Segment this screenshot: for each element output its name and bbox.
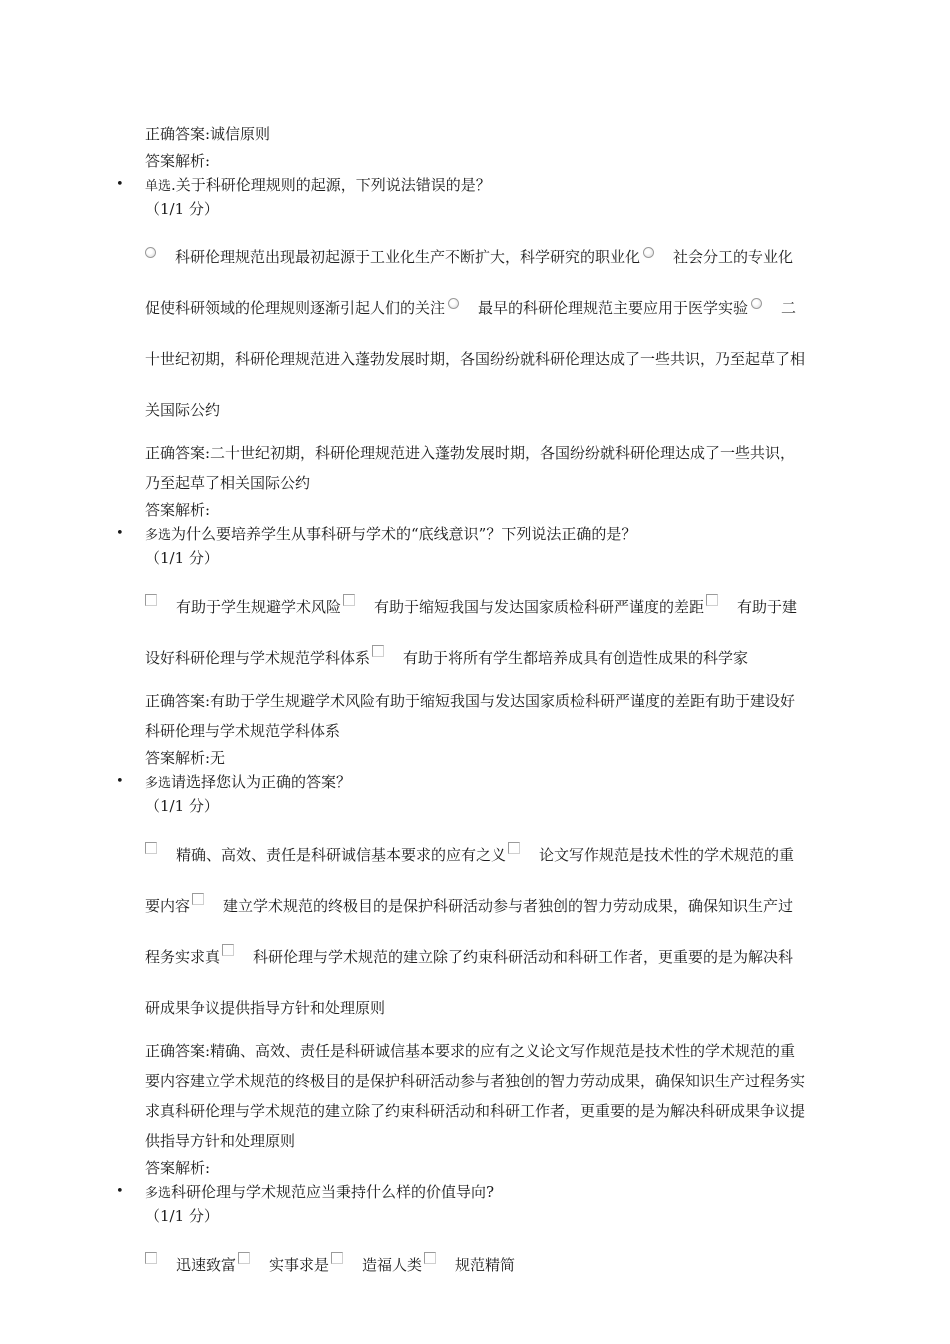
question-title	[145, 522, 807, 546]
checkbox[interactable]	[145, 594, 157, 606]
option-label: 社会分工的专业化促使科研领域的伦理规则逐渐引起人们的关注	[145, 248, 794, 317]
question-text: 科研伦理与学术规范应当秉持什么样的价值导向?	[171, 1183, 495, 1201]
option-label: 论文写作规范是技术性的学术规范的重要内容	[145, 846, 795, 915]
checkbox[interactable]	[706, 594, 718, 606]
checkbox[interactable]	[331, 1252, 343, 1264]
option-label: 科研伦理规范出现最初起源于工业化生产不断扩大，科学研究的职业化	[175, 248, 641, 266]
option-label: 迅速致富	[176, 1256, 237, 1274]
option-label: 有助于学生规避学术风险	[176, 598, 342, 616]
option-label: 最早的科研伦理规范主要应用于医学实验	[478, 299, 749, 317]
question-score: （1/1 分）	[145, 549, 219, 567]
question-title	[145, 173, 807, 197]
checkbox[interactable]	[145, 842, 157, 854]
options	[145, 582, 807, 684]
option-label: 科研伦理与学术规范的建立除了约束科研活动和科研工作者，更重要的是为解决科研成果争议提供指导方针和处理原则	[145, 948, 794, 1017]
options	[145, 232, 807, 436]
prev-answer-analysis: 答案解析:	[145, 152, 211, 170]
question-1	[116, 173, 807, 522]
checkbox[interactable]	[372, 645, 384, 657]
question-title	[145, 1180, 807, 1204]
options	[145, 1240, 807, 1291]
checkbox[interactable]	[192, 893, 204, 905]
question-text: 为什么要培养学生从事科研与学术的“底线意识”？下列说法正确的是？	[171, 525, 637, 543]
radio-button[interactable]	[751, 298, 762, 309]
question-type: 单选	[145, 179, 172, 194]
bullet-icon: •	[116, 177, 124, 192]
bullet-icon: •	[116, 774, 124, 789]
question-score: （1/1 分）	[145, 797, 219, 815]
checkbox[interactable]	[238, 1252, 250, 1264]
question-score: （1/1 分）	[145, 1207, 219, 1225]
option-label: 有助于建设好科研伦理与学术规范学科体系	[145, 598, 798, 667]
question-type: 多选	[145, 528, 172, 543]
question-text: 请选择您认为正确的答案？	[171, 773, 352, 791]
bullet-icon: •	[116, 526, 124, 541]
option-label: 造福人类	[362, 1256, 423, 1274]
prev-correct-answer: 正确答案:诚信原则	[145, 125, 271, 143]
question-3	[116, 770, 807, 1180]
question-4	[116, 1180, 807, 1291]
question-type: 多选	[145, 1186, 172, 1201]
radio-button[interactable]	[145, 247, 156, 258]
radio-button[interactable]	[643, 247, 654, 258]
checkbox[interactable]	[343, 594, 355, 606]
question-title	[145, 770, 807, 794]
option-label: 二十世纪初期，科研伦理规范进入蓬勃发展时期，各国纷纷就科研伦理达成了一些共识，乃至起草了相关国际公约	[145, 299, 806, 419]
correct-answer: 正确答案:二十世纪初期，科研伦理规范进入蓬勃发展时期，各国纷纷就科研伦理达成了一些共识，乃至起草了相关国际公约	[145, 444, 796, 492]
checkbox[interactable]	[508, 842, 520, 854]
answer-analysis: 答案解析:	[145, 1159, 211, 1177]
checkbox[interactable]	[222, 944, 234, 956]
options	[145, 830, 807, 1034]
radio-button[interactable]	[448, 298, 459, 309]
correct-answer: 正确答案:有助于学生规避学术风险有助于缩短我国与发达国家质检科研严谨度的差距有助于建设好科研伦理与学术规范学科体系	[145, 692, 796, 740]
option-label: 规范精简	[455, 1256, 516, 1274]
question-text: .关于科研伦理规则的起源，下列说法错误的是？	[171, 176, 491, 194]
answer-analysis: 答案解析:	[145, 501, 211, 519]
quiz-content	[116, 122, 807, 1291]
correct-answer: 正确答案:精确、高效、责任是科研诚信基本要求的应有之义论文写作规范是技术性的学术规范的重要内容建立学术规范的终极目的是保护科研活动参与者独创的智力劳动成果，确保知识生产过程务实求真科研伦理与学术规范的建立除了约束科研活动和科研工作者，更重要的是为解决科研成果争议提供指导方针和处理原则	[145, 1042, 806, 1150]
option-label: 有助于缩短我国与发达国家质检科研严谨度的差距	[374, 598, 705, 616]
checkbox[interactable]	[145, 1252, 157, 1264]
option-label: 实事求是	[269, 1256, 330, 1274]
option-label: 精确、高效、责任是科研诚信基本要求的应有之义	[176, 846, 507, 864]
question-2	[116, 522, 807, 770]
bullet-icon: •	[116, 1184, 124, 1199]
question-score: （1/1 分）	[145, 200, 219, 218]
checkbox[interactable]	[424, 1252, 436, 1264]
option-label: 建立学术规范的终极目的是保护科研活动参与者独创的智力劳动成果，确保知识生产过程务实求真	[145, 897, 794, 966]
option-label: 有助于将所有学生都培养成具有创造性成果的科学家	[403, 649, 749, 667]
answer-analysis: 答案解析:无	[145, 749, 226, 767]
question-type: 多选	[145, 776, 172, 791]
